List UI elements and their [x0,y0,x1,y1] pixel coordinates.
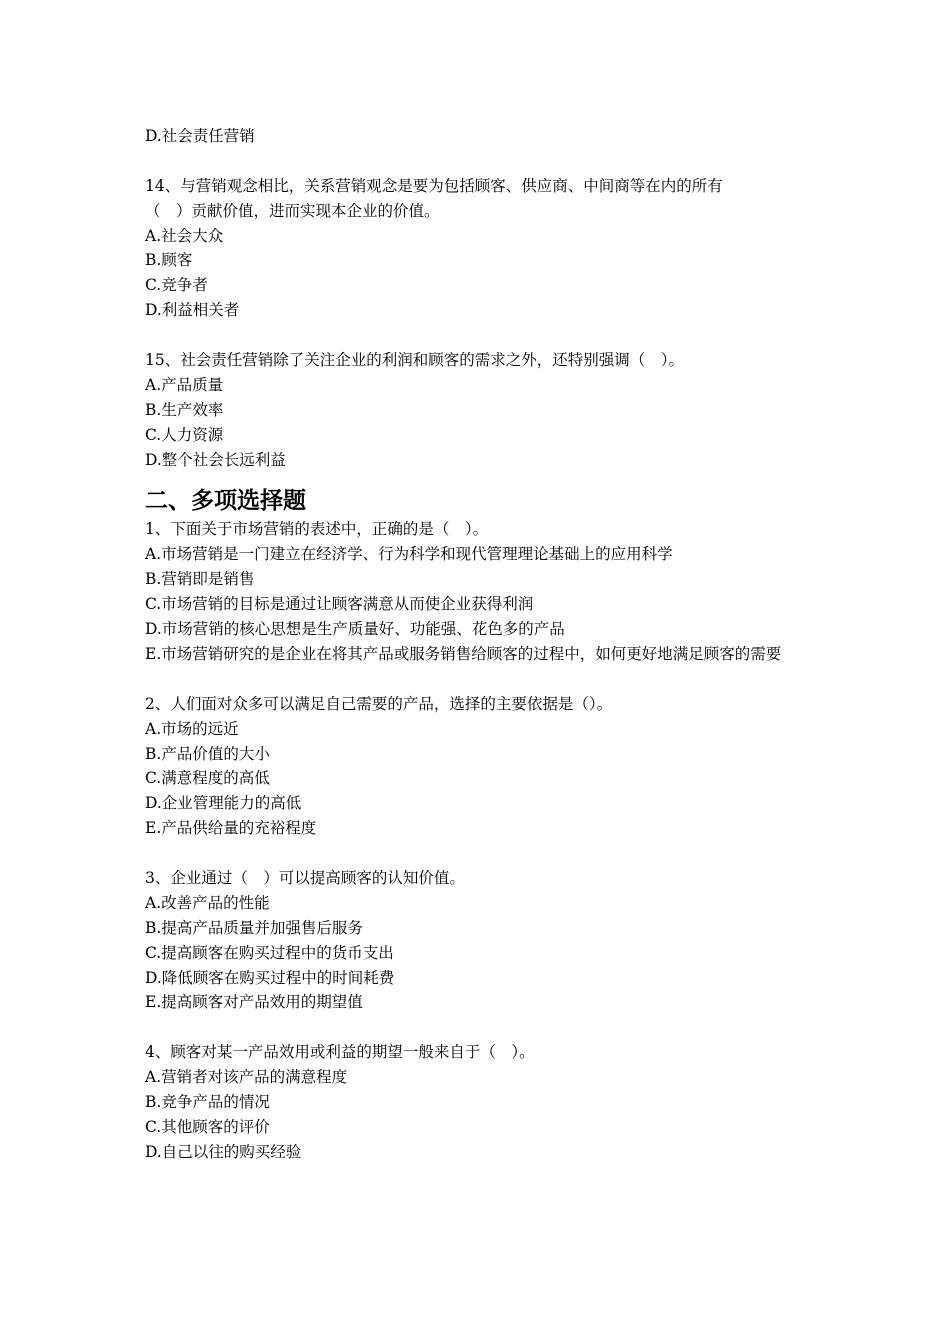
document-page [145,124,810,1165]
mc-question-2-option-a: A.市场的远近 [145,719,239,738]
mc-question-4-option-a: A.营销者对该产品的满意程度 [145,1068,348,1087]
question-15 [145,348,810,472]
question-15-option-d: D.整个社会长远利益 [145,450,286,469]
question-14-option-c: C.竞争者 [145,276,208,295]
spacer [145,323,810,348]
section-title-multiple-choice: 二、多项选择题 [145,488,306,515]
mc-question-4-option-b: B.竞争产品的情况 [145,1092,270,1111]
mc-question-4 [145,1040,810,1164]
question-14-stem-line-2: （ ）贡献价值，进而实现本企业的价值。 [145,201,440,220]
mc-question-2-stem: 2、人们面对众多可以满足自己需要的产品，选择的主要依据是（）。 [145,694,613,713]
mc-question-1-option-a: A.市场营销是一门建立在经济学、行为科学和现代管理理论基础上的应用科学 [145,545,673,564]
mc-question-3-stem: 3、企业通过（ ）可以提高顾客的认知价值。 [145,868,465,887]
question-14-option-a: A.社会大众 [145,226,224,245]
question-14 [145,174,810,323]
mc-question-2 [145,692,810,841]
mc-question-2-option-d: D.企业管理能力的高低 [145,794,302,813]
spacer [145,841,810,866]
mc-question-4-stem: 4、顾客对某一产品效用或利益的期望一般来自于（ ）。 [145,1043,535,1062]
mc-question-4-option-c: C.其他顾客的评价 [145,1117,270,1136]
question-14-stem-line-1: 14、与营销观念相比，关系营销观念是要为包括顾客、供应商、中间商等在内的所有 [145,176,723,195]
question-15-option-a: A.产品质量 [145,375,224,394]
mc-question-1-option-e: E.市场营销研究的是企业在将其产品或服务销售给顾客的过程中，如何更好地满足顾客的需要 [145,644,782,663]
mc-question-3-option-a: A.改善产品的性能 [145,893,270,912]
spacer [145,1015,810,1040]
mc-question-2-option-b: B.产品价值的大小 [145,744,270,763]
mc-question-1-option-c: C.市场营销的目标是通过让顾客满意从而使企业获得利润 [145,595,534,614]
mc-question-3-option-b: B.提高产品质量并加强售后服务 [145,918,363,937]
mc-question-1 [145,517,810,666]
question-14-option-b: B.顾客 [145,251,193,270]
question-15-stem: 15、社会责任营销除了关注企业的利润和顾客的需求之外，还特别强调（ ）。 [145,351,684,370]
mc-question-3-option-c: C.提高顾客在购买过程中的货币支出 [145,943,394,962]
mc-question-1-option-d: D.市场营销的核心思想是生产质量好、功能强、花色多的产品 [145,620,565,639]
spacer [145,149,810,174]
mc-question-2-option-c: C.满意程度的高低 [145,769,270,788]
question-15-option-c: C.人力资源 [145,425,224,444]
mc-question-1-option-b: B.营销即是销售 [145,570,255,589]
mc-question-4-option-d: D.自己以往的购买经验 [145,1142,302,1161]
mc-question-1-stem: 1、下面关于市场营销的表述中，正确的是（ ）。 [145,520,489,539]
question-14-option-d: D.利益相关者 [145,301,240,320]
mc-question-2-option-e: E.产品供给量的充裕程度 [145,819,317,838]
question-15-option-b: B.生产效率 [145,400,224,419]
mc-question-3-option-e: E.提高顾客对产品效用的期望值 [145,993,363,1012]
mc-question-3-option-d: D.降低顾客在购买过程中的时间耗费 [145,968,395,987]
mc-question-3 [145,866,810,1015]
spacer [145,667,810,692]
prev-question-option-d: D.社会责任营销 [145,127,255,145]
